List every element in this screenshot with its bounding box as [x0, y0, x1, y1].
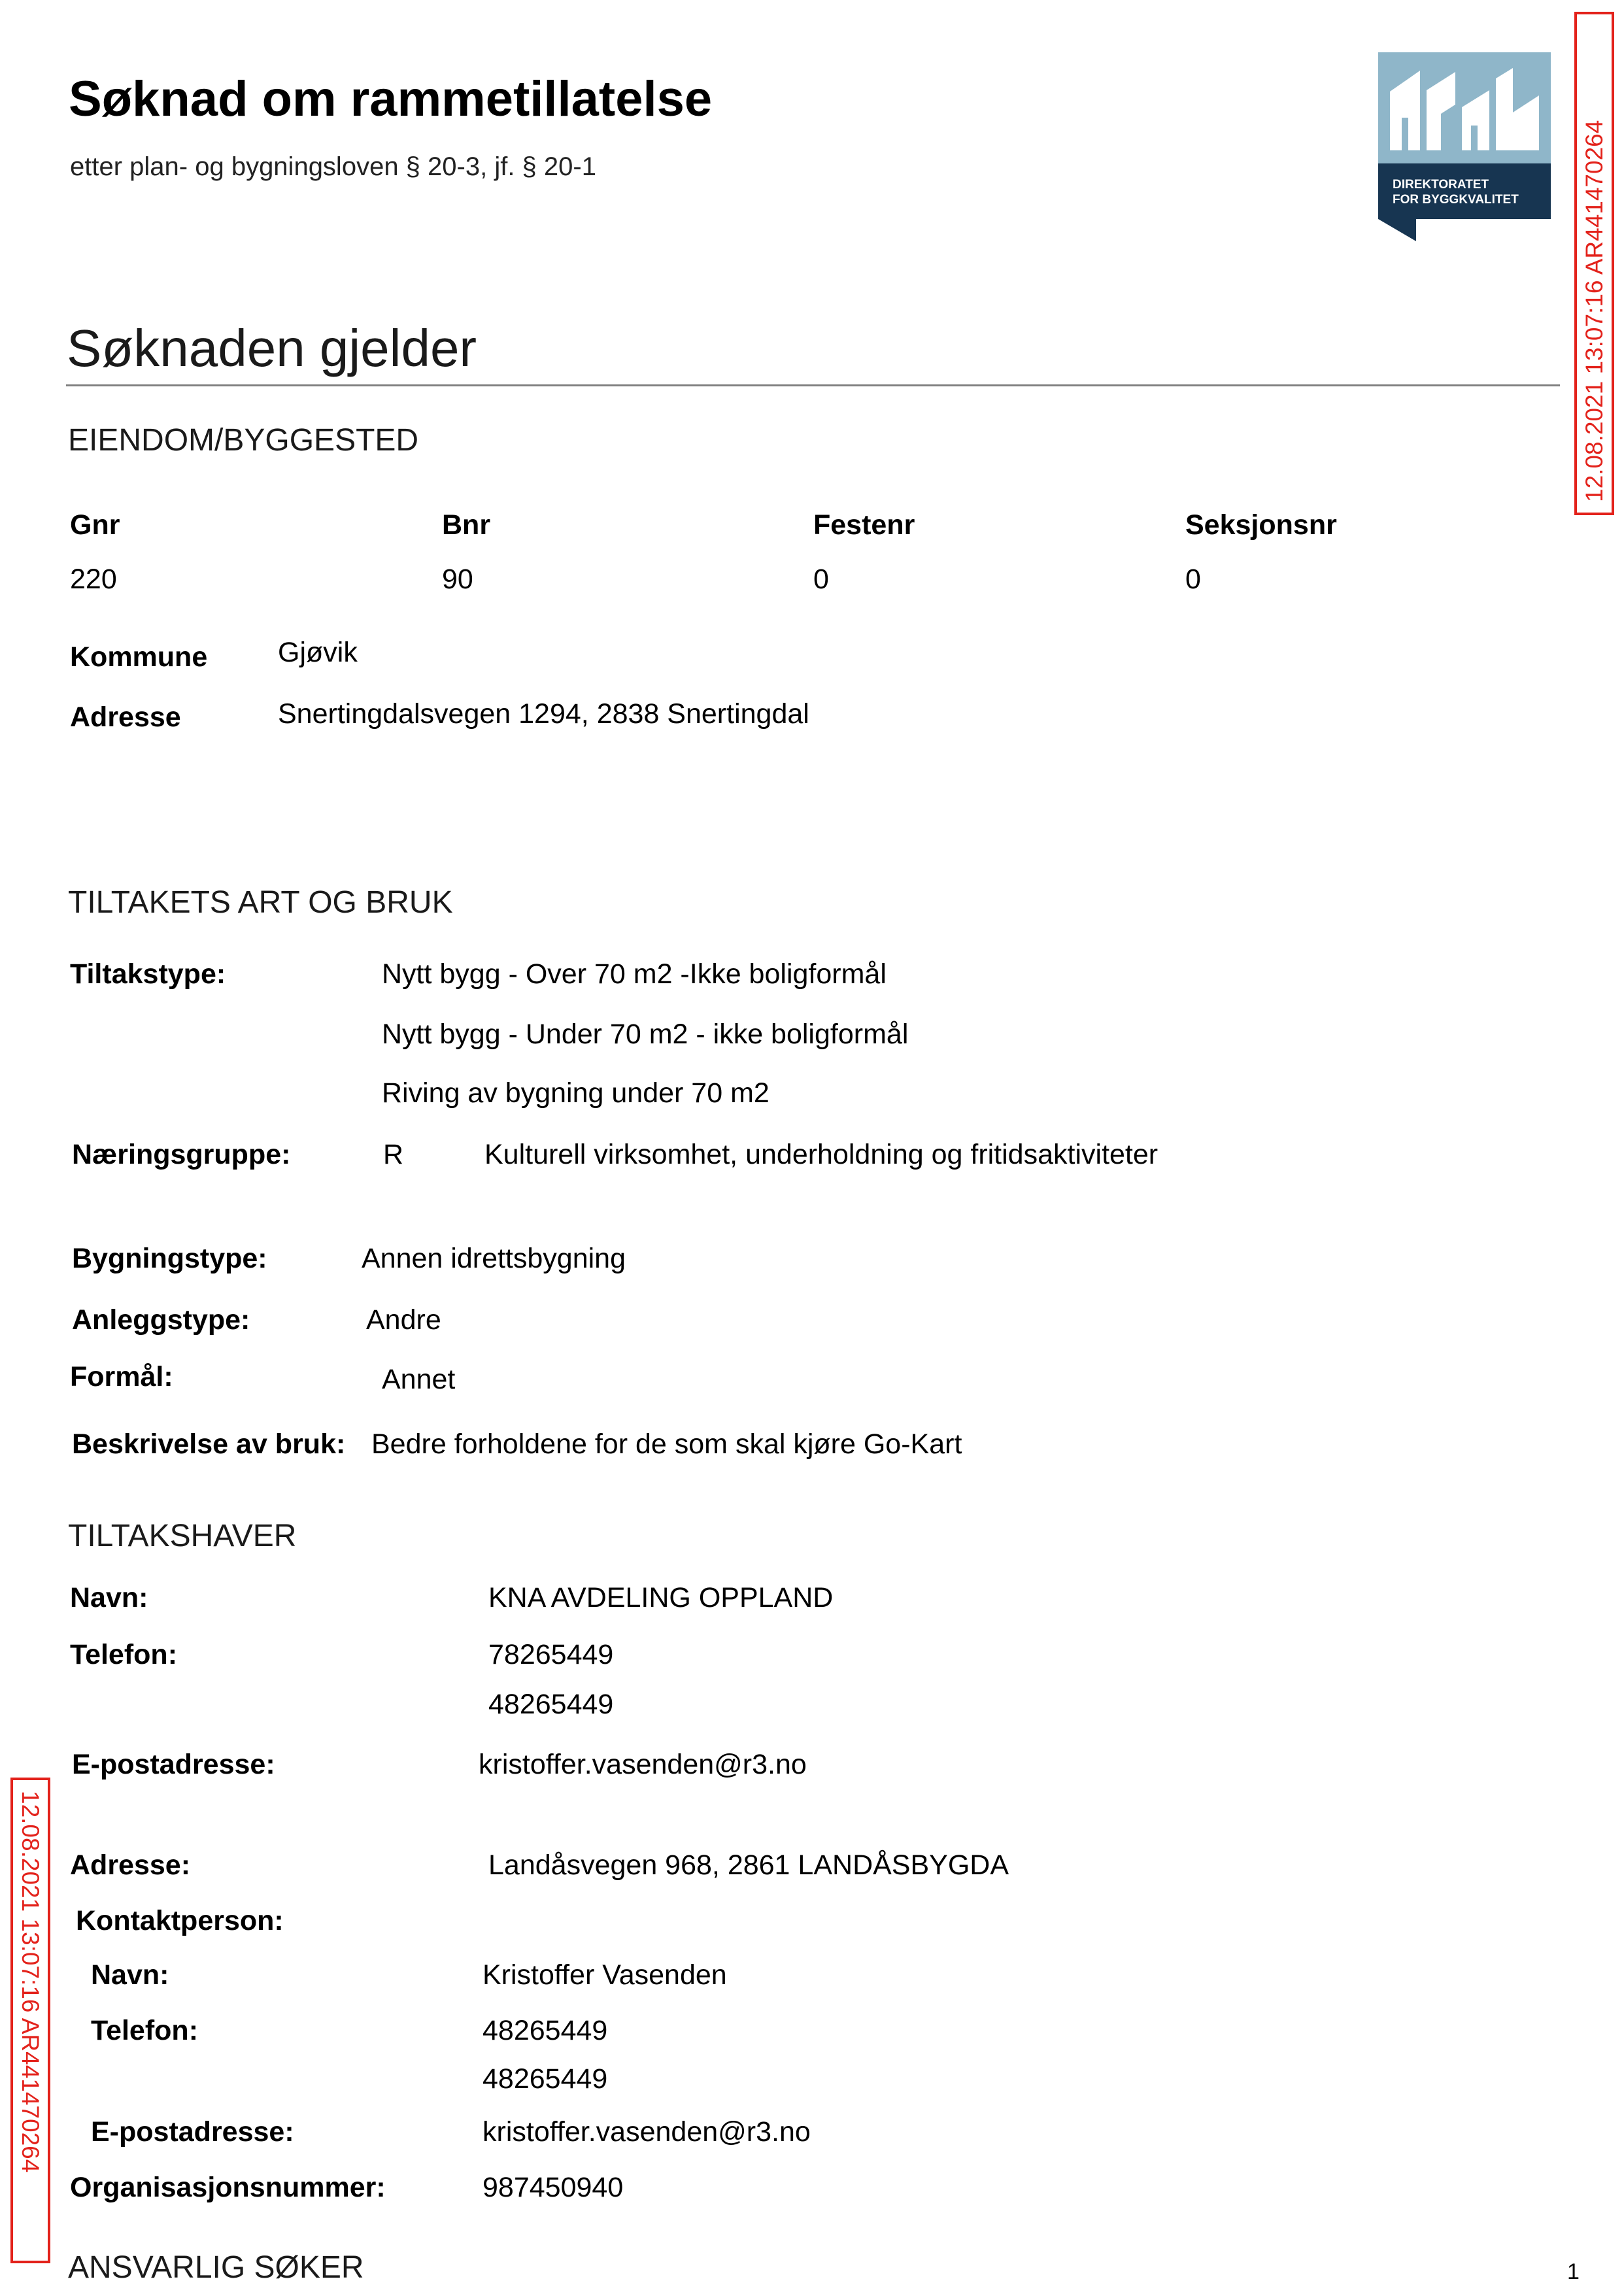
section-title: Søknaden gjelder	[67, 319, 477, 377]
document-subtitle: etter plan- og bygningsloven § 20-3, jf. § 20-1	[70, 152, 596, 181]
seksjonsnr-label: Seksjonsnr	[1185, 509, 1337, 541]
tiltak-heading: TILTAKETS ART OG BRUK	[68, 885, 453, 920]
tiltakstype-value: Nytt bygg - Under 70 m2 - ikke boligformål	[382, 1019, 909, 1050]
festenr-value: 0	[813, 564, 829, 595]
tiltakshaver-telefon-value: 48265449	[488, 1689, 614, 1720]
tiltakshaver-telefon-label: Telefon:	[70, 1639, 178, 1670]
naeringsgruppe-code: R	[383, 1139, 404, 1170]
logo-text-line2: FOR BYGGKVALITET	[1393, 193, 1519, 207]
eiendom-adresse-label: Adresse	[70, 701, 181, 733]
archive-stamp-right	[1574, 12, 1614, 515]
festenr-label: Festenr	[813, 509, 915, 541]
stamp-text: 12.08.2021 13:07:16 AR441470264	[17, 1791, 44, 2173]
ansvarlig-soker-heading: ANSVARLIG SØKER	[68, 2250, 364, 2285]
naeringsgruppe-value: Kulturell virksomhet, underholdning og fritidsaktiviteter	[484, 1139, 1159, 1170]
tiltakshaver-adresse-value: Landåsvegen 968, 2861 LANDÅSBYGDA	[488, 1849, 1009, 1881]
tiltakstype-label: Tiltakstype:	[70, 958, 226, 990]
tiltakshaver-navn-value: KNA AVDELING OPPLAND	[488, 1582, 834, 1613]
tiltakstype-value: Nytt bygg - Over 70 m2 -Ikke boligformål	[382, 958, 887, 990]
tiltakstype-value: Riving av bygning under 70 m2	[382, 1077, 770, 1109]
kommune-label: Kommune	[70, 641, 208, 673]
page-number: 1	[1567, 2259, 1580, 2284]
bnr-value: 90	[442, 564, 473, 595]
tiltakshaver-epost-value: kristoffer.vasenden@r3.no	[479, 1749, 807, 1780]
beskrivelse-value: Bedre forholdene for de som skal kjøre Go-Kart	[371, 1428, 962, 1460]
kontaktperson-telefon-label: Telefon:	[91, 2015, 199, 2046]
tiltakshaver-adresse-label: Adresse:	[70, 1849, 191, 1881]
logo-text-line1: DIREKTORATET	[1393, 178, 1489, 192]
gnr-value: 220	[70, 564, 117, 595]
kontaktperson-epost-label: E-postadresse:	[91, 2116, 294, 2148]
beskrivelse-label: Beskrivelse av bruk:	[72, 1428, 346, 1460]
tiltakshaver-epost-label: E-postadresse:	[72, 1749, 275, 1780]
tiltakshaver-telefon-value: 78265449	[488, 1639, 614, 1670]
organisasjonsnummer-value: 987450940	[482, 2172, 624, 2203]
bygningstype-label: Bygningstype:	[72, 1243, 267, 1274]
seksjonsnr-value: 0	[1185, 564, 1201, 595]
kontaktperson-label: Kontaktperson:	[76, 1905, 284, 1936]
formaal-label: Formål:	[70, 1361, 173, 1392]
eiendom-adresse-value: Snertingdalsvegen 1294, 2838 Snertingdal	[278, 698, 809, 730]
anleggstype-label: Anleggstype:	[72, 1304, 250, 1336]
gnr-label: Gnr	[70, 509, 120, 541]
eiendom-heading: EIENDOM/BYGGESTED	[68, 423, 419, 458]
kommune-value: Gjøvik	[278, 637, 358, 668]
document-title: Søknad om rammetillatelse	[69, 71, 713, 127]
agency-logo	[1378, 52, 1551, 242]
organisasjonsnummer-label: Organisasjonsnummer:	[70, 2172, 386, 2203]
kontaktperson-epost-value: kristoffer.vasenden@r3.no	[482, 2116, 811, 2148]
logo-flap	[1378, 219, 1416, 241]
stamp-text: 12.08.2021 13:07:16 AR441470264	[1581, 120, 1608, 502]
kontaktperson-telefon-value: 48265449	[482, 2015, 608, 2046]
formaal-value: Annet	[382, 1364, 456, 1395]
bnr-label: Bnr	[442, 509, 491, 541]
section-divider	[66, 384, 1560, 386]
naeringsgruppe-label: Næringsgruppe:	[72, 1139, 291, 1170]
archive-stamp-left	[10, 1778, 50, 2263]
tiltakshaver-heading: TILTAKSHAVER	[68, 1519, 297, 1553]
tiltakshaver-navn-label: Navn:	[70, 1582, 148, 1613]
anleggstype-value: Andre	[366, 1304, 441, 1336]
kontaktperson-telefon-value: 48265449	[482, 2063, 608, 2095]
kontaktperson-navn-label: Navn:	[91, 1959, 169, 1991]
kontaktperson-navn-value: Kristoffer Vasenden	[482, 1959, 727, 1991]
bygningstype-value: Annen idrettsbygning	[362, 1243, 626, 1274]
